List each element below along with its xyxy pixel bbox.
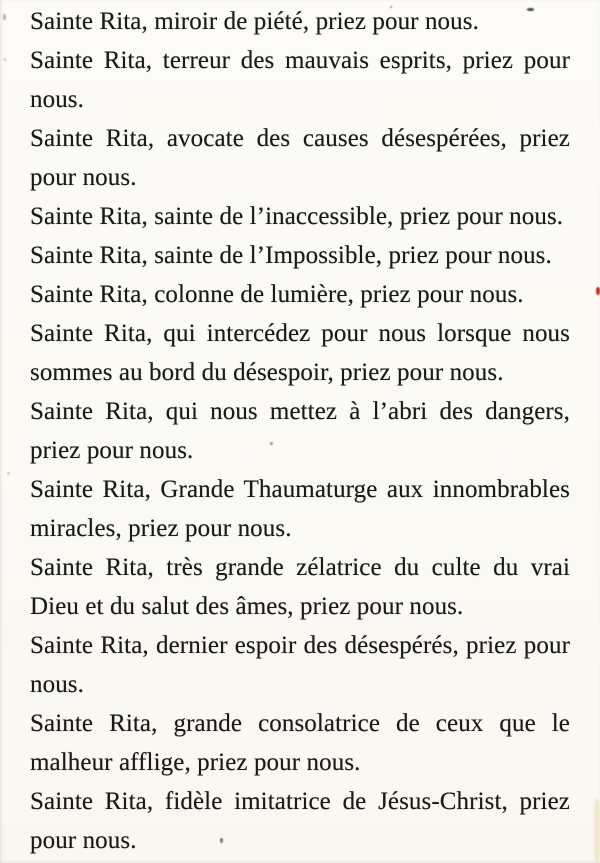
litany-line: Sainte Rita, grande consolatrice de ceux que le (30, 710, 570, 737)
scan-speck (4, 58, 6, 61)
litany-line: Sainte Rita, sainte de l’inaccessible, priez pour nous. (30, 203, 564, 230)
litany-line: sommes au bord du désespoir, priez pour nous. (30, 359, 504, 386)
litany-line: Sainte Rita, fidèle imitatrice de Jésus-Christ, priez (30, 788, 570, 815)
litany-line: Sainte Rita, sainte de l’Impossible, priez pour nous. (30, 242, 552, 269)
litany-line: pour nous. (30, 164, 137, 191)
litany-line: priez pour nous. (30, 437, 194, 464)
litany-list (30, 2, 570, 860)
litany-line: Sainte Rita, terreur des mauvais esprits, priez pour (30, 47, 570, 74)
litany-line: nous. (30, 671, 84, 698)
litany-line: Sainte Rita, miroir de piété, priez pour nous. (30, 8, 479, 35)
litany-line: Sainte Rita, colonne de lumière, priez pour nous. (30, 281, 524, 308)
scan-speck (7, 472, 10, 475)
scan-speck (596, 287, 600, 295)
litany-line: Sainte Rita, Grande Thaumaturge aux innombrables (30, 476, 570, 503)
litany-line: Sainte Rita, dernier espoir des désespérés, priez pour (30, 632, 570, 659)
litany-line: Sainte Rita, avocate des causes désespérées, priez (30, 125, 570, 152)
litany-line: Sainte Rita, qui nous mettez à l’abri des dangers, (30, 398, 570, 425)
litany-line: malheur afflige, priez pour nous. (30, 749, 361, 776)
litany-line: pour nous. (30, 827, 137, 854)
litany-line: Sainte Rita, qui intercédez pour nous lorsque nous (30, 320, 570, 347)
litany-line: Dieu et du salut des âmes, priez pour nous. (30, 593, 464, 620)
litany-line: miracles, priez pour nous. (30, 515, 292, 542)
scan-speck (3, 14, 6, 20)
scan-speck (594, 798, 600, 863)
litany-line: nous. (30, 86, 84, 113)
litany-line: Sainte Rita, très grande zélatrice du culte du vrai (30, 554, 570, 581)
